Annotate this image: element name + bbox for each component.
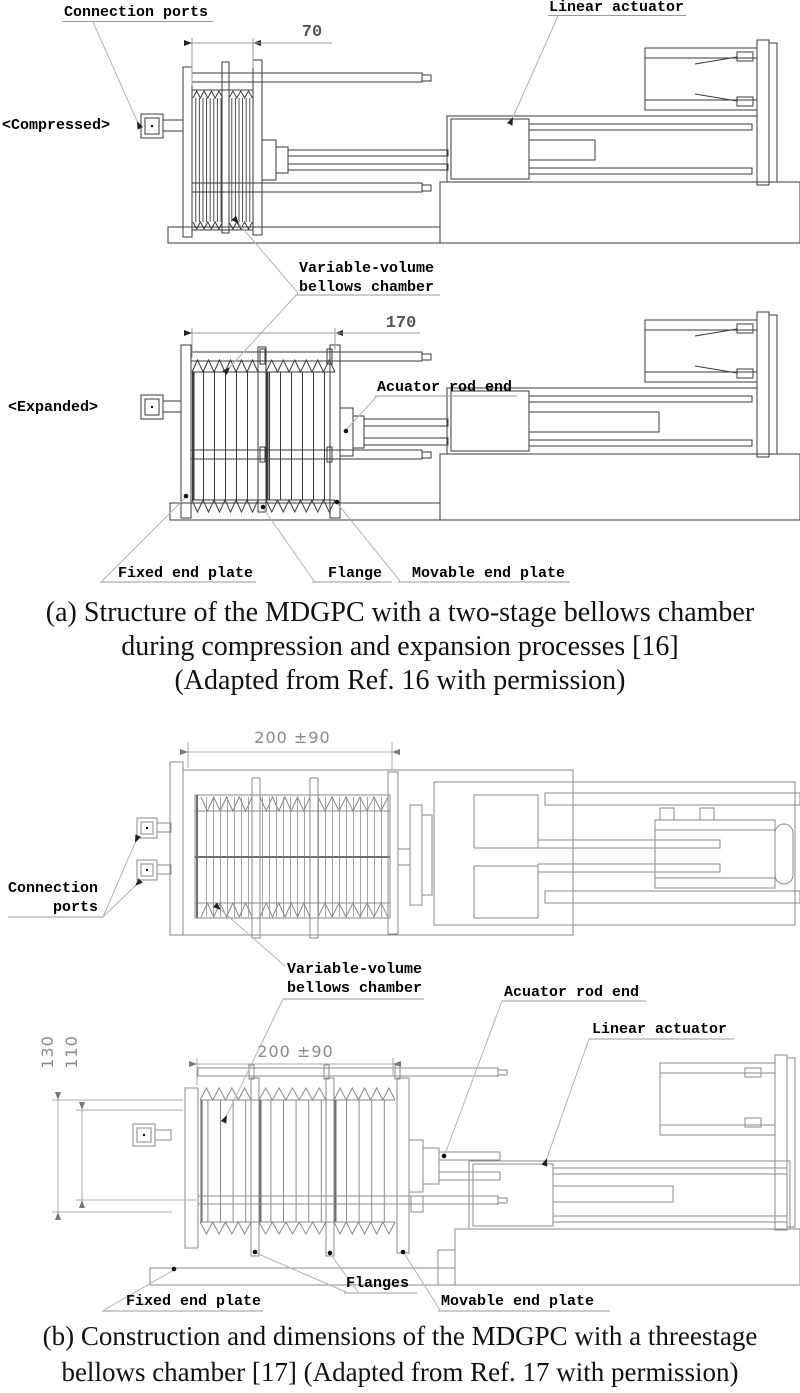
caption-a-line3: (Adapted from Ref. 16 with permission)	[174, 665, 626, 696]
movable-end-plate-label-b: Movable end plate	[441, 1293, 595, 1310]
dimension-70: 70	[301, 23, 323, 42]
fixed-end-plate-label-b: Fixed end plate	[126, 1293, 262, 1310]
linear-actuator-b1	[434, 782, 800, 925]
flange-b2-left	[251, 1078, 259, 1256]
bellows-plan-shape	[195, 795, 390, 918]
fixed-end-plate-a2	[181, 345, 191, 518]
actuator-rod-b2	[409, 1140, 500, 1212]
actuator-rod-end-label-b: Acuator rod end	[504, 984, 640, 1001]
end-bracket-a1	[757, 40, 769, 185]
flanges-label-b: Flanges	[346, 1275, 410, 1292]
expanded-state-label: <Expanded>	[8, 399, 99, 416]
dimension-110: 110	[62, 1035, 81, 1069]
flange-b2-right	[326, 1078, 334, 1256]
linear-actuator-label-a: Linear actuator	[549, 0, 685, 16]
dimension-200-90-top: 200 ±90	[254, 728, 331, 747]
actuator-rod-a2	[340, 408, 448, 456]
flange-label-a: Flange	[328, 565, 383, 582]
actuator-rod-end-label-a: Acuator rod end	[377, 379, 513, 396]
connection-ports-label-a: Connection ports	[64, 4, 209, 21]
fixed-end-plate-label-a: Fixed end plate	[118, 565, 254, 582]
tie-rod-bottom-a1	[192, 183, 422, 192]
variable-volume-label-a: Variable-volume bellows chamber	[299, 260, 435, 296]
flange-a1	[222, 62, 229, 233]
side-view-drawing	[133, 1055, 800, 1285]
base-right-b2	[455, 1229, 800, 1285]
expanded-view-drawing	[141, 312, 800, 520]
annotations-a1	[62, 16, 686, 122]
motor-b2	[660, 1063, 775, 1135]
connection-ports-label-b: Connection ports	[7, 880, 98, 916]
movable-end-plate-a1	[253, 60, 262, 235]
actuator-rod-a1	[262, 140, 448, 180]
plan-view-drawing	[137, 762, 800, 938]
fixed-end-plate-b2	[185, 1088, 198, 1248]
base-left-b2	[150, 1268, 455, 1285]
base-right-a2	[440, 454, 800, 520]
base-right-a1	[440, 182, 800, 243]
end-bracket-b2	[775, 1055, 787, 1230]
tie-rod-top-a1	[192, 73, 422, 82]
motor-a1	[645, 48, 757, 110]
linear-actuator-b2	[469, 1161, 790, 1229]
caption-a-line2: during compression and expansion processes [16]	[121, 631, 679, 662]
fixed-end-plate-a1	[183, 67, 192, 237]
movable-end-plate-b2	[397, 1078, 409, 1253]
bellows-expanded-shape	[192, 360, 335, 512]
variable-volume-label-b: Variable-volume bellows chamber	[287, 961, 423, 997]
dimension-170: 170	[385, 314, 417, 333]
linear-actuator-a2	[447, 388, 757, 454]
linear-actuator-a1	[447, 116, 757, 182]
motor-a2	[645, 320, 757, 382]
compressed-state-label: <Compressed>	[2, 117, 111, 134]
fixed-end-plate-b1	[170, 762, 183, 935]
dimension-130: 130	[38, 1035, 57, 1069]
base-left-a2	[170, 503, 440, 520]
compressed-view-drawing	[141, 40, 800, 243]
movable-end-plate-label-a: Movable end plate	[412, 565, 566, 582]
tie-rod-top-b2	[198, 1068, 498, 1076]
end-bracket-a2	[757, 312, 769, 457]
linear-actuator-label-b: Linear actuator	[592, 1021, 728, 1038]
dimension-200-90-side: 200 ±90	[257, 1042, 334, 1061]
caption-b-line1: (b) Construction and dimensions of the MDGPC with a threestage	[42, 1321, 758, 1351]
caption-b-line2: bellows chamber [17] (Adapted from Ref. 17 with permission)	[61, 1357, 739, 1387]
caption-a-line1: (a) Structure of the MDGPC with a two-stage bellows chamber	[45, 597, 755, 628]
base-left-a1	[168, 227, 440, 243]
